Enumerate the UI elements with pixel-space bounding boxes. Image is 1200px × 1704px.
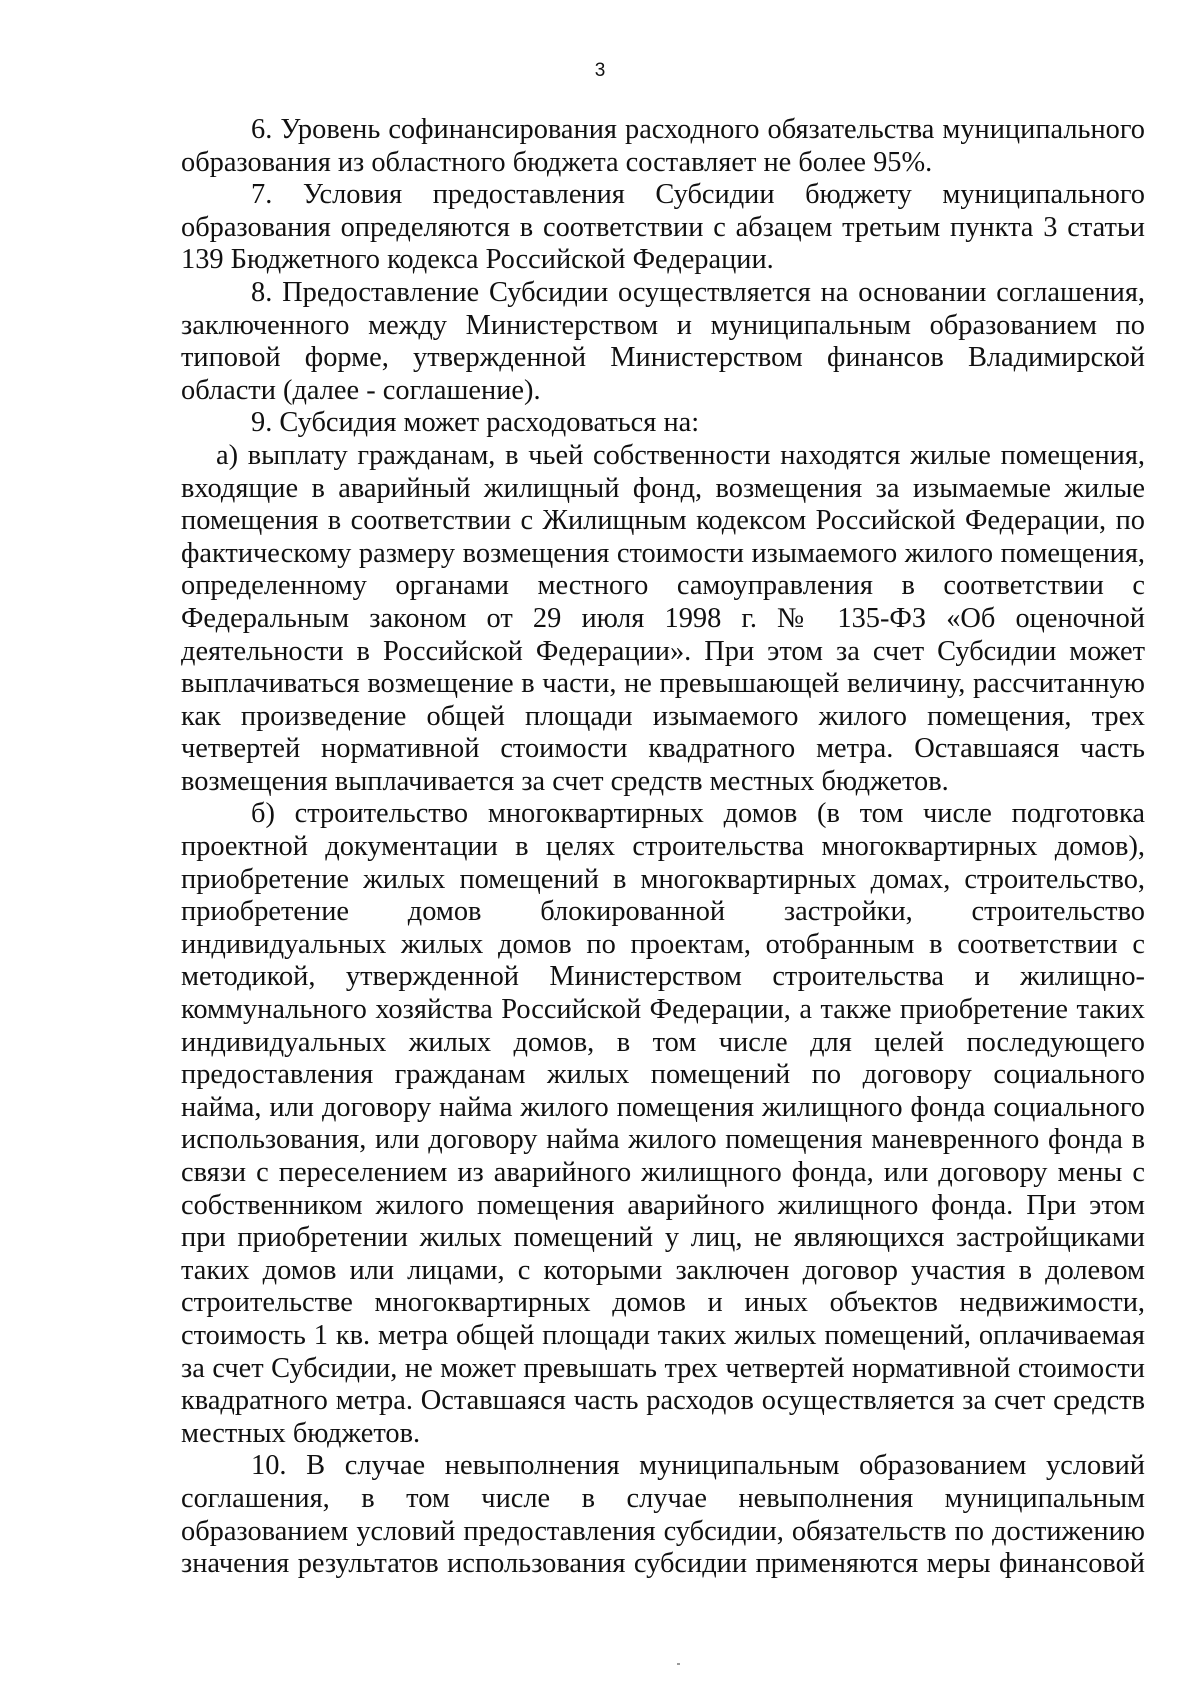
scan-speck xyxy=(677,1663,680,1665)
page-number: 3 xyxy=(594,60,606,81)
paragraph-8: 8. Предоставление Субсидии осуществляется на основании соглашения, заключенного между Министерством и муниципальным образованием по типовой форме, утвержденной Министерством финансов Владимирской области (далее - соглашение). xyxy=(181,276,1145,406)
paragraph-6: 6. Уровень софинансирования расходного обязательства муниципального образования из областного бюджета составляет не более 95%. xyxy=(181,114,1145,178)
paragraph-7: 7. Условия предоставления Субсидии бюджету муниципального образования определяются в соответствии с абзацем третьим пункта 3 статьи 139 Бюджетного кодекса Российской Федерации. xyxy=(181,179,1145,276)
paragraph-9-b: б) строительство многоквартирных домов (в том числе подготовка проектной документации в целях строительства многоквартирных домов), приобретение жилых помещений в многоквартирных домах, строительство, приобретение домов блокированной застройки, строительство индивидуальных жилых домов по проектам, отобранным в соответствии с методикой, утвержденной Министерством строительства и жилищно-коммунального хозяйства Российской Федерации, а также приобретение таких индивидуальных жилых домов, в том числе для целей последующего предоставления гражданам жилых помещений по договору социального найма, или договору найма жилого помещения жилищного фонда социального использования, или договору найма жилого помещения маневренного фонда в связи с переселением из аварийного жилищного фонда, или договору мены с собственником жилого помещения аварийного жилищного фонда. При этом при приобретении жилых помещений у лиц, не являющихся застройщиками таких домов или лицами, с которыми заключен договор участия в долевом строительстве многоквартирных домов и иных объектов недвижимости, стоимость 1 кв. метра общей площади таких жилых помещений, оплачиваемая за счет Субсидии, не может превышать трех четвертей нормативной стоимости квадратного метра. Оставшаяся часть расходов осуществляется за счет средств местных бюджетов. xyxy=(181,798,1145,1449)
paragraph-10: 10. В случае невыполнения муниципальным образованием условий соглашения, в том числе в случае невыполнения муниципальным образованием условий предоставления субсидии, обязательств по достижению значения результатов использования субсидии применяются меры финансовой xyxy=(181,1450,1145,1580)
paragraph-9-a: а) выплату гражданам, в чьей собственности находятся жилые помещения, входящие в аварийный жилищный фонд, возмещения за изымаемые жилые помещения в соответствии с Жилищным кодексом Российской Федерации, по фактическому размеру возмещения стоимости изымаемого жилого помещения, определенному органами местного самоуправления в соответствии с Федеральным законом от 29 июля 1998 г. № 135-ФЗ «Об оценочной деятельности в Российской Федерации». При этом за счет Субсидии может выплачиваться возмещение в части, не превышающей величину, рассчитанную как произведение общей площади изымаемого жилого помещения, трех четвертей нормативной стоимости квадратного метра. Оставшаяся часть возмещения выплачивается за счет средств местных бюджетов. xyxy=(181,439,1145,797)
document-body xyxy=(181,114,1145,1581)
paragraph-9: 9. Субсидия может расходоваться на: xyxy=(251,407,700,439)
